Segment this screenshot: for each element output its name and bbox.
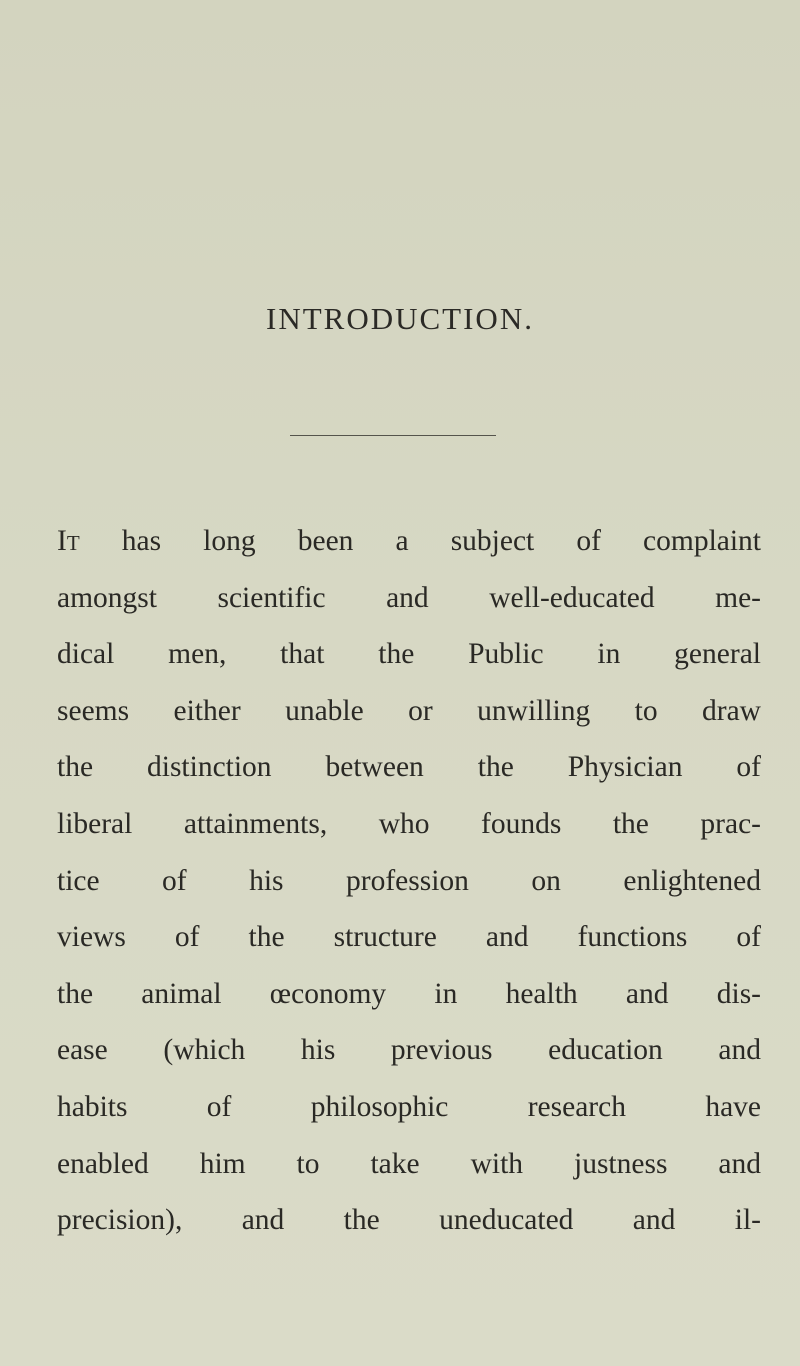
drop-word: It [57, 525, 80, 557]
text-line: the animal œconomy in health and dis- [57, 977, 761, 1010]
text-line: liberal attainments, who founds the prac- [57, 807, 761, 840]
text-line: ease (which his previous education and [57, 1034, 761, 1067]
chapter-heading: INTRODUCTION. [266, 301, 534, 336]
text-line: views of the structure and functions of [57, 921, 761, 954]
text-line: amongst scientific and well-educated me- [57, 581, 761, 614]
body-paragraph [57, 513, 761, 1249]
text-line: dical men, that the Public in general [57, 638, 761, 671]
text-line: It has long been a subject of complaint [57, 525, 761, 557]
text-line: precision), and the uneducated and il- [57, 1204, 761, 1237]
text-line: tice of his profession on enlightened [57, 864, 761, 897]
text-line: enabled him to take with justness and [57, 1147, 761, 1180]
text-line: the distinction between the Physician of [57, 751, 761, 784]
text-line: seems either unable or unwilling to draw [57, 694, 761, 727]
heading-divider-rule [290, 435, 496, 436]
text-line: habits of philosophic research have [57, 1090, 761, 1123]
